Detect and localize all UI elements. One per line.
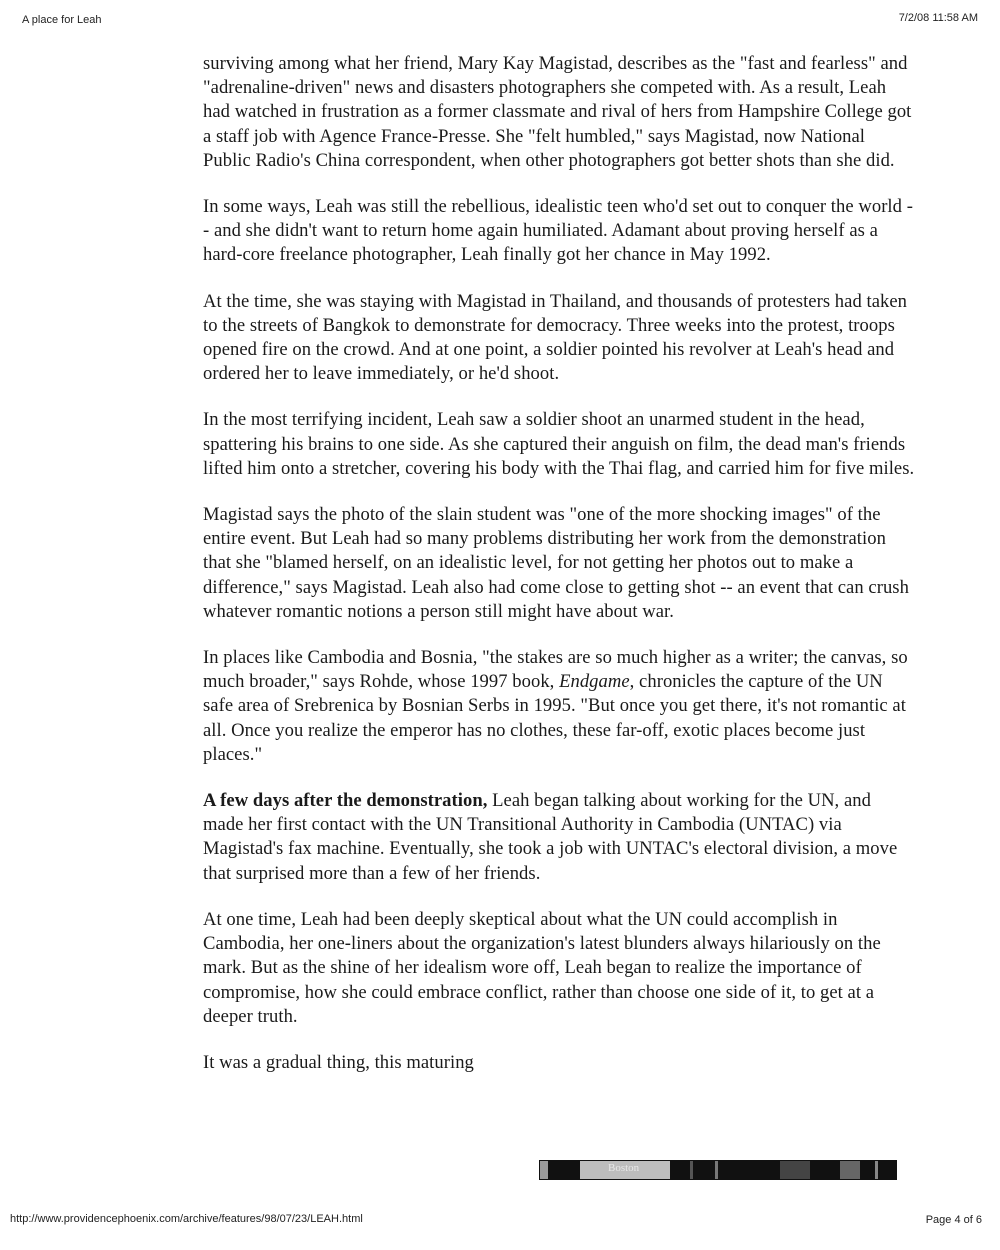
paragraph-5: Magistad says the photo of the slain student was "one of the more shocking images" of the entire event. But Leah had so many problems distributing her work from the demonstration that she "blamed herself, on an idealistic level, for not getting her photos out to make a difference," says Magistad. Leah also had come close to getting shot -- an event that can crush whatever romantic notions a person still might have about war. <box>203 504 909 622</box>
article-body <box>203 52 915 1077</box>
paragraph-7-text: Leah began talking about working for the UN, and made her first contact with the UN Transitional Authority in Cambodia (UNTAC) via Magistad's fax machine. Eventually, she took a job with UNTAC's electoral division, a move that surprised more than a few of her friends. <box>203 790 898 884</box>
section-lead-in: A few days after the demonstration, <box>203 790 488 812</box>
photo-border <box>540 1161 548 1179</box>
photo-detail <box>875 1161 878 1179</box>
article-photo <box>539 1160 897 1180</box>
photo-detail <box>715 1161 718 1179</box>
page-footer-page-number: Page 4 of 6 <box>925 1214 982 1226</box>
paragraph-9-text: It was a gradual thing, this maturing <box>203 1051 474 1073</box>
paragraph-9 <box>203 1051 915 1077</box>
photo-detail <box>840 1161 860 1179</box>
book-title: Endgame <box>559 671 630 693</box>
photo-detail <box>690 1161 693 1179</box>
paragraph-7 <box>203 789 915 886</box>
paragraph-6 <box>203 646 915 767</box>
paragraph-2: In some ways, Leah was still the rebellious, idealistic teen who'd set out to conquer the world -- and she didn't want to return home again humiliated. Adamant about proving herself as a hard-core freelance photographer, Leah finally got her chance in May 1992. <box>203 196 913 266</box>
photo-detail <box>780 1161 810 1179</box>
paragraph-4: In the most terrifying incident, Leah saw a soldier shoot an unarmed student in the head, spattering his brains to one side. As she captured their anguish on film, the dead man's friends lifted him onto a stretcher, covering his body with the Thai flag, and carried him for five miles. <box>203 409 915 479</box>
page-footer-url: http://www.providencephoenix.com/archive/features/98/07/23/LEAH.html <box>10 1213 363 1225</box>
paragraph-8: At one time, Leah had been deeply skeptical about what the UN could accomplish in Cambodia, her one-liners about the organization's latest blunders always hilariously on the mark. But as the shine of her idealism wore off, Leah began to realize the importance of compromise, how she could embrace conflict, rather than choose one side of it, to get at a deeper truth. <box>203 908 881 1027</box>
paragraph-6-text-a: In places like Cambodia and Bosnia, "the stakes are so much higher as a writer; the canvas, so much broader," says Rohde, whose 1997 book, <box>203 647 908 693</box>
paragraph-3: At the time, she was staying with Magistad in Thailand, and thousands of protesters had taken to the streets of Bangkok to demonstrate for democracy. Three weeks into the protest, troops opened fire on the crowd. And at one point, a soldier pointed his revolver at Leah's head and ordered her to leave immediately, or he'd shoot. <box>203 290 908 385</box>
paragraph-1: surviving among what her friend, Mary Kay Magistad, describes as the "fast and fearless" and "adrenaline-driven" news and disasters photographers she competed with. As a result, Leah had watched in frustration as a former classmate and rival of hers from Hampshire College got a staff job with Agence France-Presse. She "felt humbled," says Magistad, now National Public Radio's China correspondent, when other photographers got better shots than she did. <box>203 53 912 171</box>
page-header-datetime: 7/2/08 11:58 AM <box>898 12 978 24</box>
page-header-title: A place for Leah <box>22 14 102 26</box>
photo-caption: Boston <box>608 1162 640 1174</box>
paragraph-6-text-b: , chronicles the capture of the UN safe area of Srebrenica by Bosnian Serbs in 1995. "But once you get there, it's not romantic at all. Once you realize the emperor has no clothes, these far-off, exotic places become just places." <box>203 671 906 765</box>
